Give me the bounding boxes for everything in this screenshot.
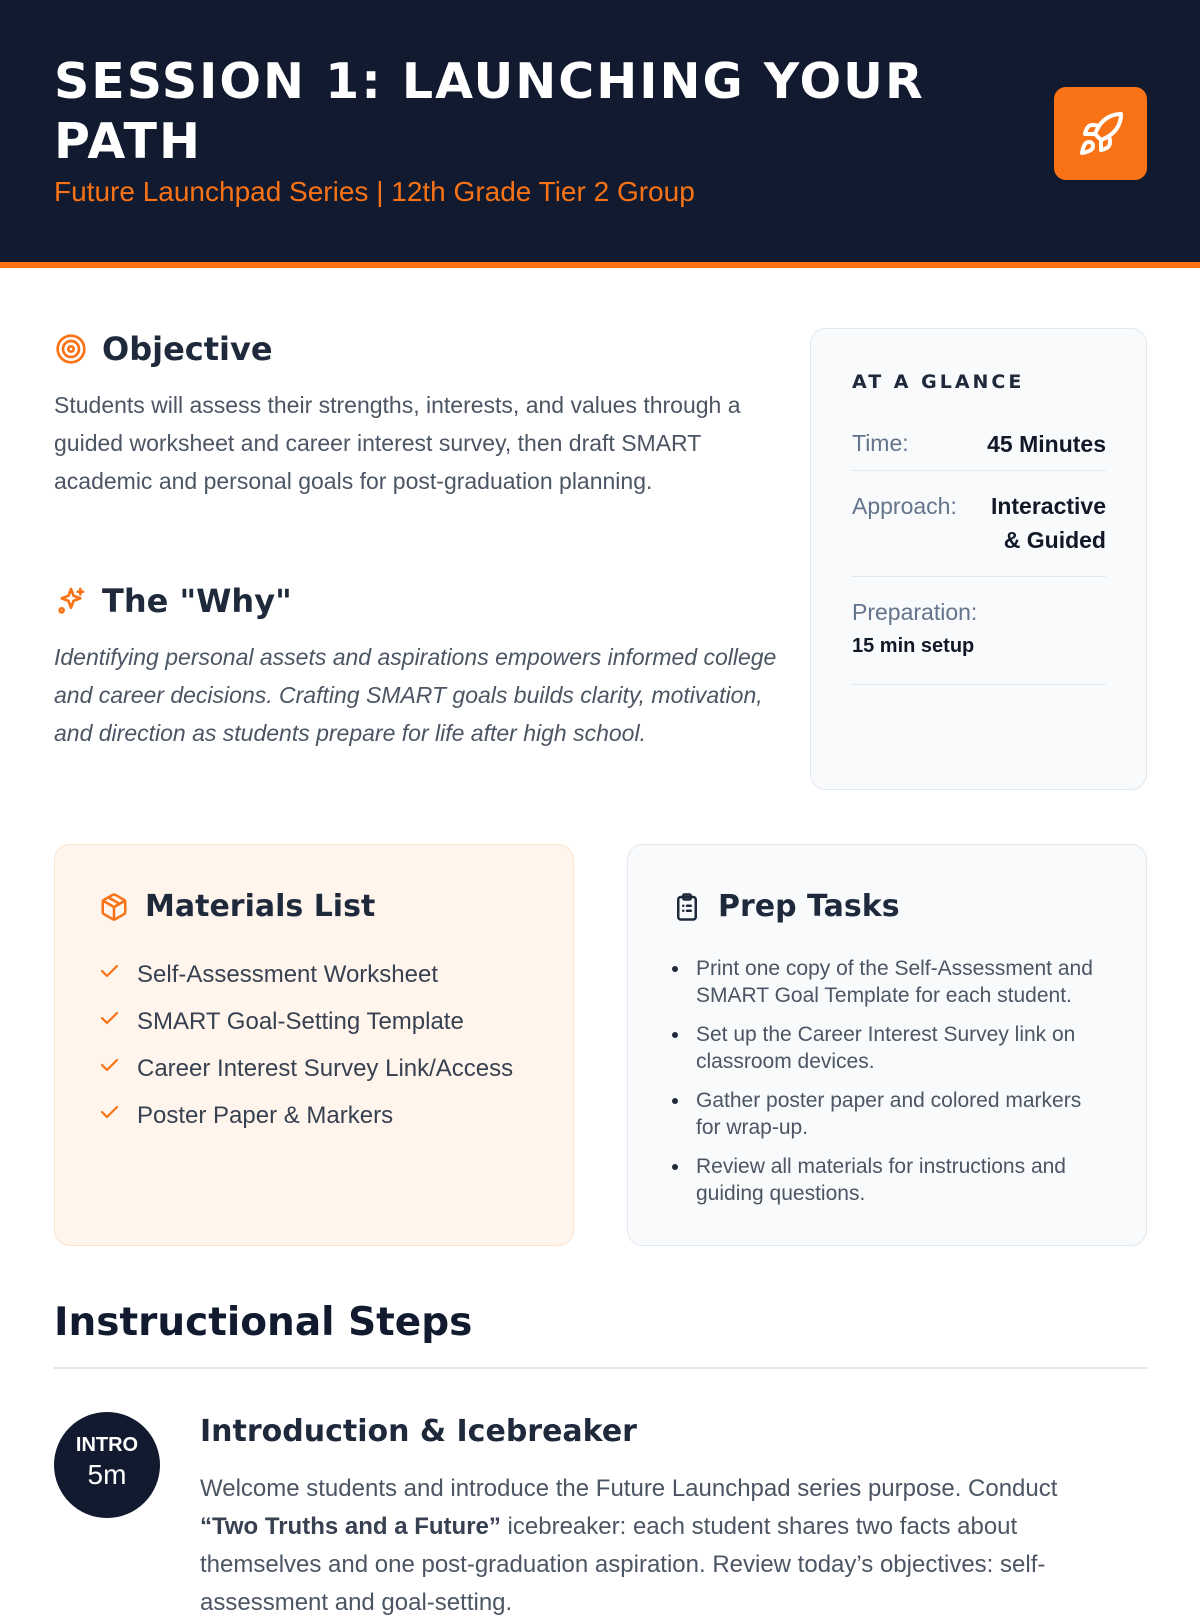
step-badge-label: INTRO xyxy=(75,1434,139,1456)
prep-header xyxy=(670,889,900,924)
approach-label: Approach: xyxy=(852,493,957,519)
preparation-value: 15 min setup xyxy=(852,635,975,657)
glance-row-approach xyxy=(852,489,1106,577)
list-item: Self-Assessment Worksheet xyxy=(97,951,513,998)
prep-list xyxy=(670,955,1110,1219)
package-icon xyxy=(97,890,131,924)
page-subtitle: Future Launchpad Series | 12th Grade Tier 2 Group xyxy=(54,176,695,207)
materials-list xyxy=(97,951,513,1139)
icebreaker-name: “Two Truths and a Future” xyxy=(200,1513,501,1540)
sparkles-icon xyxy=(54,584,88,618)
prep-tasks-card xyxy=(627,844,1147,1246)
at-a-glance-card xyxy=(810,328,1147,790)
list-item: Poster Paper & Markers xyxy=(97,1092,513,1139)
list-item: Gather poster paper and colored markers for wrap-up. xyxy=(670,1087,1110,1141)
steps-heading: Instructional Steps xyxy=(54,1300,473,1345)
rocket-icon xyxy=(1054,87,1147,180)
materials-header xyxy=(97,889,375,924)
step-description: Welcome students and introduce the Future Launchpad series purpose. Conduct “Two Truths and a Future” icebreaker: each student shares two facts about themselves and one post-graduation aspiration. Review today’s objectives: self-assessment and goal-setting. xyxy=(200,1475,1058,1616)
step-title: Introduction & Icebreaker xyxy=(200,1414,637,1449)
why-text: Identifying personal assets and aspirations empowers informed college and career decisions. Crafting SMART goals builds clarity, motivation, and direction as students prepare for life after high school. xyxy=(54,644,777,746)
list-item: SMART Goal-Setting Template xyxy=(97,998,513,1045)
clipboard-icon xyxy=(670,890,704,924)
check-icon xyxy=(97,1053,121,1084)
why-section-header xyxy=(54,582,292,620)
objective-text: Students will assess their strengths, interests, and values through a guided worksheet and career interest survey, then draft SMART academic and personal goals for post-graduation planning. xyxy=(54,392,741,494)
list-item: Print one copy of the Self-Assessment and SMART Goal Template for each student. xyxy=(670,955,1110,1009)
check-icon xyxy=(97,1006,121,1037)
glance-row-time xyxy=(852,417,1106,471)
page-header xyxy=(0,0,1200,268)
step-badge xyxy=(54,1412,160,1518)
prep-heading: Prep Tasks xyxy=(718,889,900,924)
approach-value: Interactive & Guided xyxy=(990,493,1106,553)
list-item: Set up the Career Interest Survey link on classroom devices. xyxy=(670,1021,1110,1075)
preparation-label: Preparation: xyxy=(852,599,978,625)
check-icon xyxy=(97,1100,121,1131)
objective-heading: Objective xyxy=(102,330,273,368)
step-badge-time: 5m xyxy=(87,1459,127,1490)
page-title: SESSION 1: LAUNCHING YOUR PATH xyxy=(54,53,925,170)
target-icon xyxy=(54,332,88,366)
list-item: Career Interest Survey Link/Access xyxy=(97,1045,513,1092)
divider xyxy=(54,1367,1147,1369)
materials-heading: Materials List xyxy=(145,889,376,924)
objective-section-header xyxy=(54,330,273,368)
time-value: 45 Minutes xyxy=(987,430,1106,457)
check-icon xyxy=(97,959,121,990)
materials-card xyxy=(54,844,574,1246)
why-heading: The "Why" xyxy=(102,582,292,620)
list-item: Review all materials for instructions and guiding questions. xyxy=(670,1153,1110,1207)
time-label: Time: xyxy=(852,430,909,456)
glance-title: AT A GLANCE xyxy=(852,371,1025,393)
glance-row-preparation xyxy=(852,595,1106,685)
